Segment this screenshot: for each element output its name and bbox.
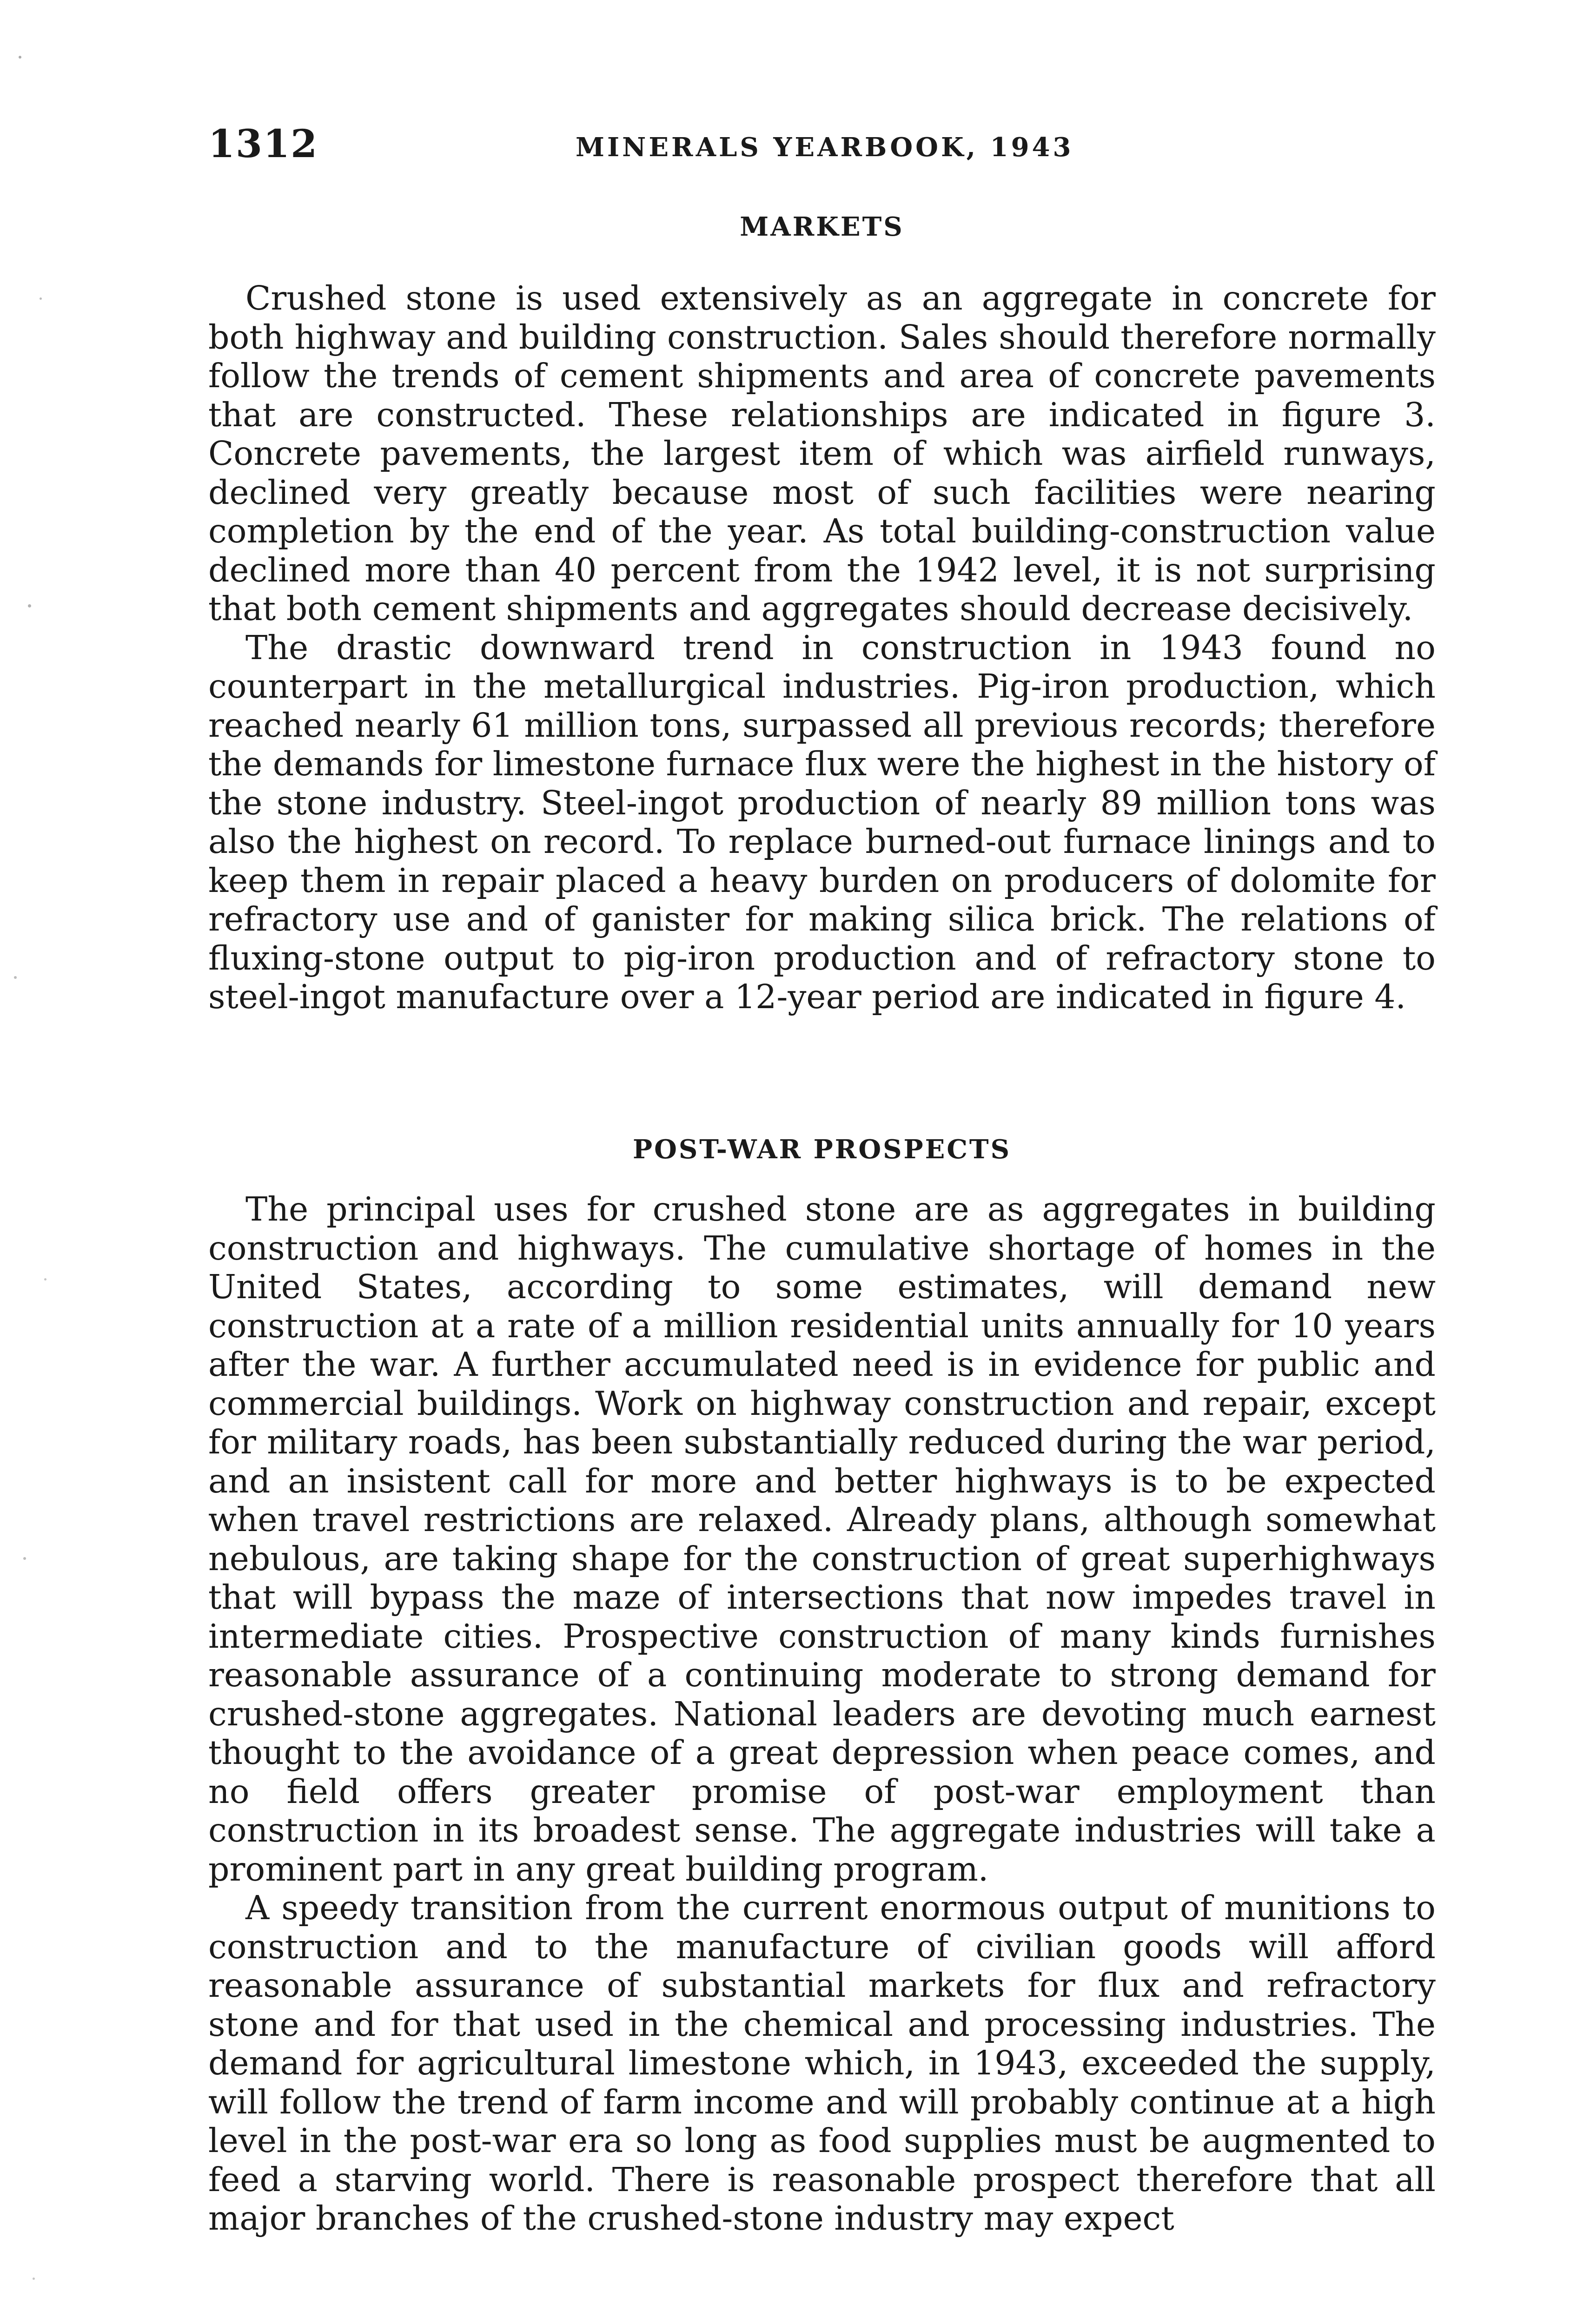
scan-speck: [28, 604, 31, 607]
scan-speck: [19, 56, 21, 59]
paragraph: The principal uses for crushed stone are as aggregates in building construction and highways. The cumulative shortage of homes in the United States, according to some estimates, will demand new construction at a rate of a million residential units annually for 10 years after the war. A further accumulated need is in evidence for public and commercial buildings. Work on highway construction and repair, except for military roads, has been substantially reduced during the war period, and an insistent call for more and better highways is to be expected when travel restrictions are relaxed. Already plans, although somewhat nebulous, are taking shape for the construction of great superhighways that will bypass the maze of intersections that now impedes travel in intermediate cities. Prospective construction of many kinds furnishes reasonable assurance of a continuing moderate to strong demand for crushed-stone aggregates. National leaders are devoting much earnest thought to the avoidance of a great depression when peace comes, and no field offers greater promise of post-war employment than construction in its broadest sense. The aggregate industries will take a prominent part in any great building program.: [208, 1190, 1436, 1888]
page-number: 1312: [208, 122, 318, 166]
section-heading-post-war-prospects: POST-WAR PROSPECTS: [632, 1134, 1012, 1165]
scan-speck: [14, 976, 17, 979]
scan-speck: [44, 1278, 46, 1281]
paragraph: Crushed stone is used extensively as an aggregate in concrete for both highway and building construction. Sales should therefore normally follow the trends of cement shipments and area of concrete pavements that are constructed. These relationships are indicated in figure 3. Concrete pavements, the largest item of which was airfield runways, declined very greatly because most of such facilities were nearing completion by the end of the year. As total building-construction value declined more than 40 percent from the 1942 level, it is not surprising that both cement shipments and aggregates should decrease decisively.: [208, 279, 1436, 628]
paragraph: A speedy transition from the current enormous output of munitions to construction and to the manufacture of civilian goods will afford reasonable assurance of substantial markets for flux and refractory stone and for that used in the chemical and processing industries. The demand for agricultural limestone which, in 1943, exceeded the supply, will follow the trend of farm income and will probably continue at a high level in the post-war era so long as food supplies must be augmented to feed a starving world. There is reasonable prospect therefore that all major branches of the crushed-stone industry may expect: [208, 1888, 1436, 2238]
scan-speck: [33, 2278, 35, 2280]
paragraph: The drastic downward trend in construction in 1943 found no counterpart in the metallurgical industries. Pig-iron production, which reached nearly 61 million tons, surpassed all previous records; therefore the demands for limestone furnace flux were the highest in the history of the stone industry. Steel-ingot production of nearly 89 million tons was also the highest on record. To replace burned-out furnace linings and to keep them in repair placed a heavy burden on producers of dolomite for refractory use and of ganister for making silica brick. The relations of fluxing-stone output to pig-iron production and of refractory stone to steel-ingot manufacture over a 12-year period are indicated in figure 4.: [208, 628, 1436, 1016]
scan-speck: [40, 297, 42, 300]
running-title: MINERALS YEARBOOK, 1943: [576, 132, 1074, 163]
section-heading-markets: MARKETS: [740, 211, 904, 242]
scan-speck: [23, 1557, 26, 1560]
section-body-post-war-prospects: [208, 1190, 1436, 2238]
page-header: [208, 122, 1436, 182]
section-body-markets: [208, 279, 1436, 1017]
